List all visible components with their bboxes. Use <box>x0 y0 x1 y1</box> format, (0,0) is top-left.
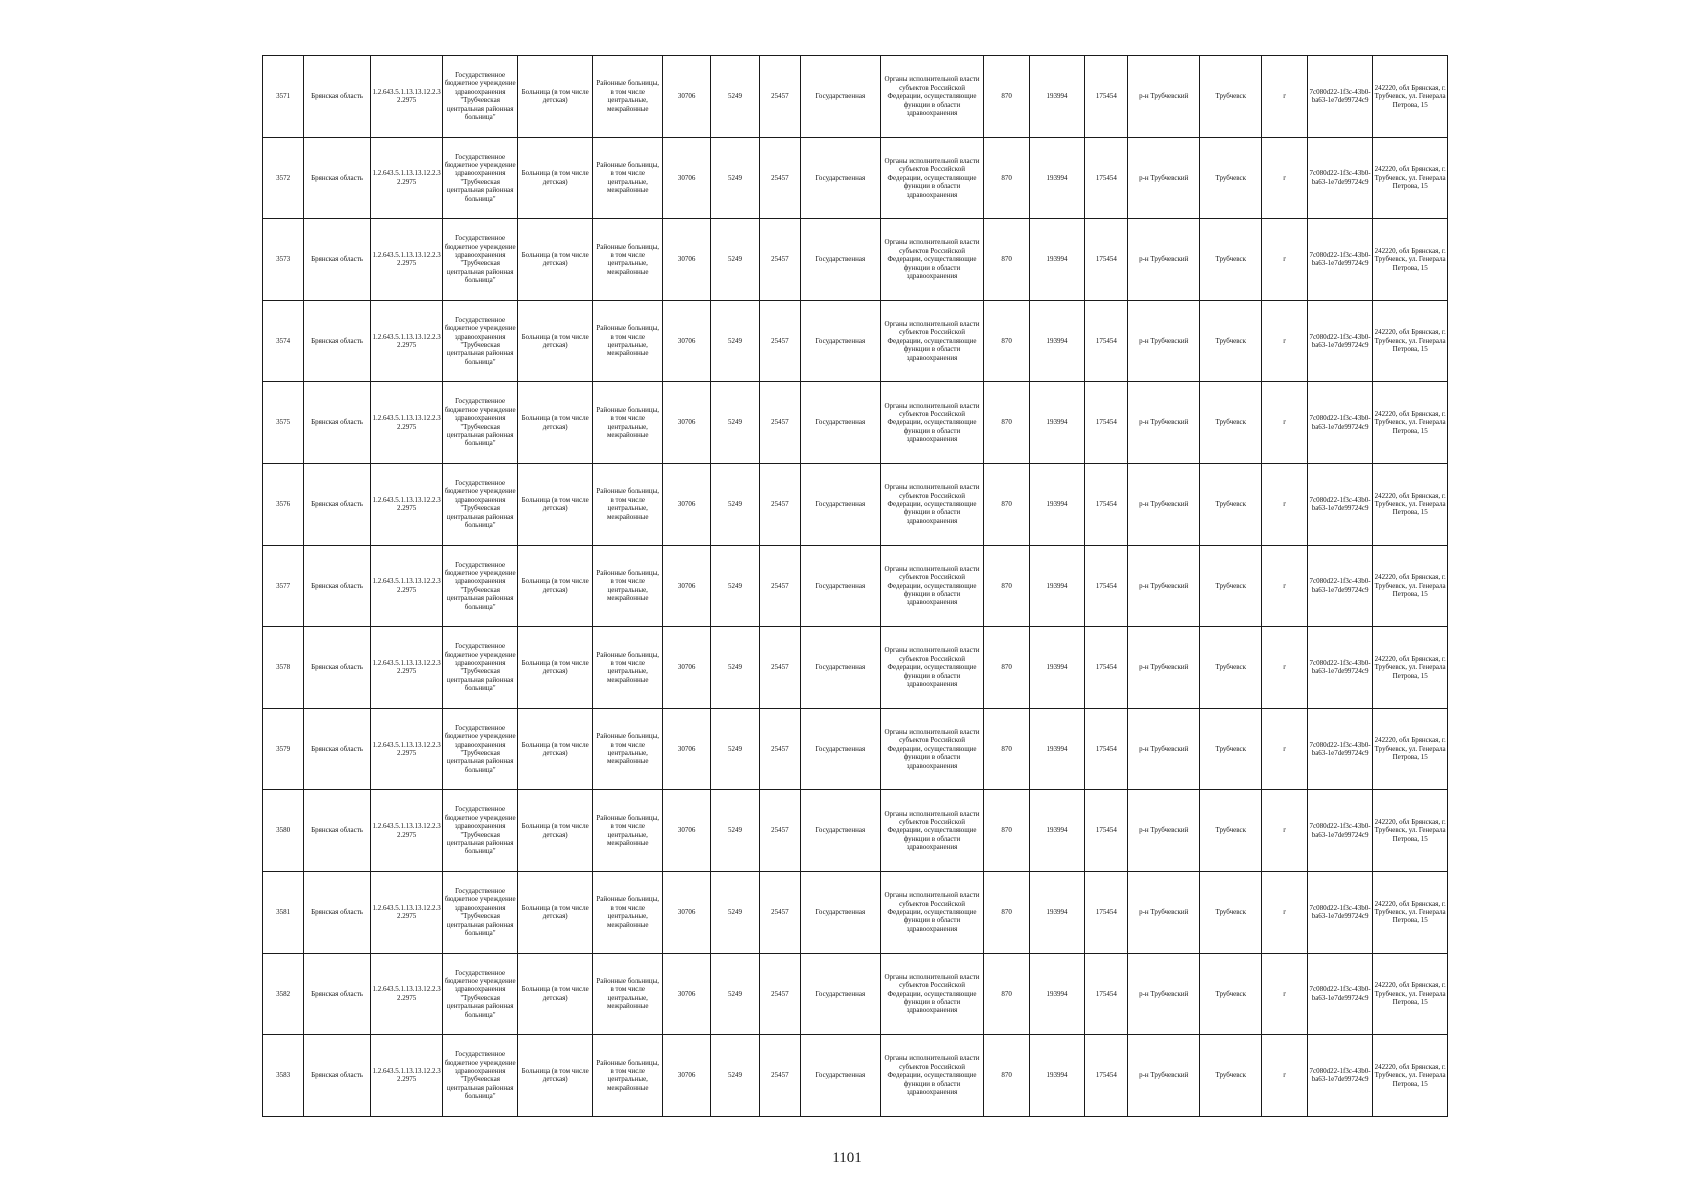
code-5-cell: 193994 <box>1029 56 1084 138</box>
region-cell: Брянская область <box>304 56 371 138</box>
settlement-kind-cell: г <box>1262 953 1307 1035</box>
district-cell: р-н Трубчевский <box>1128 219 1200 301</box>
code-1-cell: 30706 <box>663 300 711 382</box>
row-number: 3580 <box>263 790 304 872</box>
district-cell: р-н Трубчевский <box>1128 137 1200 219</box>
ownership-cell: Государственная <box>801 871 881 953</box>
table-row <box>263 382 1448 464</box>
organization-name-cell: Государственное бюджетное учреждение здравоохранения "Трубчевская центральная районная больница" <box>443 627 518 709</box>
ownership-cell: Государственная <box>801 382 881 464</box>
district-cell: р-н Трубчевский <box>1128 953 1200 1035</box>
row-number: 3583 <box>263 1035 304 1117</box>
ownership-cell: Государственная <box>801 953 881 1035</box>
row-number: 3573 <box>263 219 304 301</box>
district-cell: р-н Трубчевский <box>1128 871 1200 953</box>
settlement-kind-cell: г <box>1262 545 1307 627</box>
code-3-cell: 25457 <box>759 708 800 790</box>
code-4-cell: 870 <box>984 627 1029 709</box>
code-1-cell: 30706 <box>663 382 711 464</box>
ownership-cell: Государственная <box>801 56 881 138</box>
table-row <box>263 627 1448 709</box>
organization-name-cell: Государственное бюджетное учреждение здравоохранения "Трубчевская центральная районная больница" <box>443 953 518 1035</box>
code-3-cell: 25457 <box>759 871 800 953</box>
code-6-cell: 175454 <box>1085 708 1128 790</box>
settlement-kind-cell: г <box>1262 300 1307 382</box>
row-number: 3572 <box>263 137 304 219</box>
oid-code-cell: 1.2.643.5.1.13.13.12.2.32.2975 <box>370 871 443 953</box>
facility-type-cell: Больница (в том числе детская) <box>517 300 593 382</box>
code-5-cell: 193994 <box>1029 871 1084 953</box>
region-cell: Брянская область <box>304 953 371 1035</box>
row-number: 3575 <box>263 382 304 464</box>
code-4-cell: 870 <box>984 219 1029 301</box>
district-cell: р-н Трубчевский <box>1128 708 1200 790</box>
organization-name-cell: Государственное бюджетное учреждение здравоохранения "Трубчевская центральная районная больница" <box>443 1035 518 1117</box>
code-1-cell: 30706 <box>663 1035 711 1117</box>
organization-name-cell: Государственное бюджетное учреждение здравоохранения "Трубчевская центральная районная больница" <box>443 545 518 627</box>
code-3-cell: 25457 <box>759 463 800 545</box>
guid-cell: 7c080d22-1f3c-43b0-ba63-1e7de99724c9 <box>1307 545 1372 627</box>
facility-subtype-cell: Районные больницы, в том числе центральные, межрайонные <box>593 1035 663 1117</box>
code-2-cell: 5249 <box>711 708 759 790</box>
city-cell: Трубчевск <box>1200 137 1262 219</box>
guid-cell: 7c080d22-1f3c-43b0-ba63-1e7de99724c9 <box>1307 137 1372 219</box>
guid-cell: 7c080d22-1f3c-43b0-ba63-1e7de99724c9 <box>1307 627 1372 709</box>
address-cell: 242220, обл Брянская, г. Трубчевск, ул. Генерала Петрова, 15 <box>1373 708 1448 790</box>
facility-type-cell: Больница (в том числе детская) <box>517 871 593 953</box>
code-5-cell: 193994 <box>1029 382 1084 464</box>
guid-cell: 7c080d22-1f3c-43b0-ba63-1e7de99724c9 <box>1307 382 1372 464</box>
address-cell: 242220, обл Брянская, г. Трубчевск, ул. Генерала Петрова, 15 <box>1373 300 1448 382</box>
facility-type-cell: Больница (в том числе детская) <box>517 1035 593 1117</box>
table-row <box>263 463 1448 545</box>
oid-code-cell: 1.2.643.5.1.13.13.12.2.32.2975 <box>370 627 443 709</box>
city-cell: Трубчевск <box>1200 545 1262 627</box>
facility-type-cell: Больница (в том числе детская) <box>517 953 593 1035</box>
guid-cell: 7c080d22-1f3c-43b0-ba63-1e7de99724c9 <box>1307 300 1372 382</box>
address-cell: 242220, обл Брянская, г. Трубчевск, ул. Генерала Петрова, 15 <box>1373 56 1448 138</box>
table-row <box>263 56 1448 138</box>
code-6-cell: 175454 <box>1085 382 1128 464</box>
facility-type-cell: Больница (в том числе детская) <box>517 463 593 545</box>
row-number: 3577 <box>263 545 304 627</box>
code-6-cell: 175454 <box>1085 56 1128 138</box>
guid-cell: 7c080d22-1f3c-43b0-ba63-1e7de99724c9 <box>1307 1035 1372 1117</box>
code-5-cell: 193994 <box>1029 708 1084 790</box>
city-cell: Трубчевск <box>1200 463 1262 545</box>
code-2-cell: 5249 <box>711 790 759 872</box>
region-cell: Брянская область <box>304 871 371 953</box>
table-row <box>263 708 1448 790</box>
facility-subtype-cell: Районные больницы, в том числе центральные, межрайонные <box>593 708 663 790</box>
oid-code-cell: 1.2.643.5.1.13.13.12.2.32.2975 <box>370 300 443 382</box>
code-4-cell: 870 <box>984 545 1029 627</box>
organization-name-cell: Государственное бюджетное учреждение здравоохранения "Трубчевская центральная районная больница" <box>443 219 518 301</box>
code-5-cell: 193994 <box>1029 627 1084 709</box>
address-cell: 242220, обл Брянская, г. Трубчевск, ул. Генерала Петрова, 15 <box>1373 790 1448 872</box>
authority-cell: Органы исполнительной власти субъектов Российской Федерации, осуществляющие функции в области здравоохранения <box>880 219 984 301</box>
city-cell: Трубчевск <box>1200 871 1262 953</box>
code-4-cell: 870 <box>984 790 1029 872</box>
authority-cell: Органы исполнительной власти субъектов Российской Федерации, осуществляющие функции в области здравоохранения <box>880 137 984 219</box>
code-5-cell: 193994 <box>1029 1035 1084 1117</box>
authority-cell: Органы исполнительной власти субъектов Российской Федерации, осуществляющие функции в области здравоохранения <box>880 708 984 790</box>
facility-subtype-cell: Районные больницы, в том числе центральные, межрайонные <box>593 953 663 1035</box>
code-2-cell: 5249 <box>711 300 759 382</box>
address-cell: 242220, обл Брянская, г. Трубчевск, ул. Генерала Петрова, 15 <box>1373 545 1448 627</box>
organization-name-cell: Государственное бюджетное учреждение здравоохранения "Трубчевская центральная районная больница" <box>443 300 518 382</box>
row-number: 3578 <box>263 627 304 709</box>
address-cell: 242220, обл Брянская, г. Трубчевск, ул. Генерала Петрова, 15 <box>1373 137 1448 219</box>
district-cell: р-н Трубчевский <box>1128 56 1200 138</box>
address-cell: 242220, обл Брянская, г. Трубчевск, ул. Генерала Петрова, 15 <box>1373 219 1448 301</box>
city-cell: Трубчевск <box>1200 953 1262 1035</box>
code-4-cell: 870 <box>984 56 1029 138</box>
code-1-cell: 30706 <box>663 953 711 1035</box>
code-2-cell: 5249 <box>711 137 759 219</box>
ownership-cell: Государственная <box>801 1035 881 1117</box>
row-number: 3571 <box>263 56 304 138</box>
region-cell: Брянская область <box>304 708 371 790</box>
code-2-cell: 5249 <box>711 1035 759 1117</box>
code-4-cell: 870 <box>984 1035 1029 1117</box>
authority-cell: Органы исполнительной власти субъектов Российской Федерации, осуществляющие функции в области здравоохранения <box>880 1035 984 1117</box>
code-3-cell: 25457 <box>759 137 800 219</box>
facility-type-cell: Больница (в том числе детская) <box>517 382 593 464</box>
code-2-cell: 5249 <box>711 953 759 1035</box>
facility-subtype-cell: Районные больницы, в том числе центральные, межрайонные <box>593 545 663 627</box>
region-cell: Брянская область <box>304 545 371 627</box>
facility-type-cell: Больница (в том числе детская) <box>517 545 593 627</box>
settlement-kind-cell: г <box>1262 627 1307 709</box>
facility-subtype-cell: Районные больницы, в том числе центральные, межрайонные <box>593 56 663 138</box>
address-cell: 242220, обл Брянская, г. Трубчевск, ул. Генерала Петрова, 15 <box>1373 1035 1448 1117</box>
district-cell: р-н Трубчевский <box>1128 463 1200 545</box>
district-cell: р-н Трубчевский <box>1128 1035 1200 1117</box>
code-4-cell: 870 <box>984 463 1029 545</box>
table-row <box>263 953 1448 1035</box>
region-cell: Брянская область <box>304 1035 371 1117</box>
address-cell: 242220, обл Брянская, г. Трубчевск, ул. Генерала Петрова, 15 <box>1373 953 1448 1035</box>
facility-subtype-cell: Районные больницы, в том числе центральные, межрайонные <box>593 137 663 219</box>
region-cell: Брянская область <box>304 627 371 709</box>
organization-name-cell: Государственное бюджетное учреждение здравоохранения "Трубчевская центральная районная больница" <box>443 790 518 872</box>
code-1-cell: 30706 <box>663 708 711 790</box>
row-number: 3582 <box>263 953 304 1035</box>
code-6-cell: 175454 <box>1085 463 1128 545</box>
ownership-cell: Государственная <box>801 545 881 627</box>
row-number: 3581 <box>263 871 304 953</box>
district-cell: р-н Трубчевский <box>1128 382 1200 464</box>
code-1-cell: 30706 <box>663 871 711 953</box>
region-cell: Брянская область <box>304 790 371 872</box>
authority-cell: Органы исполнительной власти субъектов Российской Федерации, осуществляющие функции в области здравоохранения <box>880 300 984 382</box>
code-4-cell: 870 <box>984 953 1029 1035</box>
code-1-cell: 30706 <box>663 137 711 219</box>
facility-type-cell: Больница (в том числе детская) <box>517 219 593 301</box>
code-5-cell: 193994 <box>1029 300 1084 382</box>
settlement-kind-cell: г <box>1262 382 1307 464</box>
code-5-cell: 193994 <box>1029 463 1084 545</box>
organization-name-cell: Государственное бюджетное учреждение здравоохранения "Трубчевская центральная районная больница" <box>443 382 518 464</box>
code-6-cell: 175454 <box>1085 137 1128 219</box>
code-2-cell: 5249 <box>711 545 759 627</box>
code-4-cell: 870 <box>984 300 1029 382</box>
table-row <box>263 1035 1448 1117</box>
facility-subtype-cell: Районные больницы, в том числе центральные, межрайонные <box>593 871 663 953</box>
code-2-cell: 5249 <box>711 219 759 301</box>
code-3-cell: 25457 <box>759 627 800 709</box>
facility-subtype-cell: Районные больницы, в том числе центральные, межрайонные <box>593 300 663 382</box>
authority-cell: Органы исполнительной власти субъектов Российской Федерации, осуществляющие функции в области здравоохранения <box>880 871 984 953</box>
code-2-cell: 5249 <box>711 382 759 464</box>
code-6-cell: 175454 <box>1085 545 1128 627</box>
settlement-kind-cell: г <box>1262 790 1307 872</box>
city-cell: Трубчевск <box>1200 56 1262 138</box>
code-6-cell: 175454 <box>1085 219 1128 301</box>
row-number: 3579 <box>263 708 304 790</box>
code-1-cell: 30706 <box>663 56 711 138</box>
oid-code-cell: 1.2.643.5.1.13.13.12.2.32.2975 <box>370 953 443 1035</box>
authority-cell: Органы исполнительной власти субъектов Российской Федерации, осуществляющие функции в области здравоохранения <box>880 382 984 464</box>
code-3-cell: 25457 <box>759 300 800 382</box>
code-1-cell: 30706 <box>663 790 711 872</box>
guid-cell: 7c080d22-1f3c-43b0-ba63-1e7de99724c9 <box>1307 708 1372 790</box>
code-6-cell: 175454 <box>1085 627 1128 709</box>
guid-cell: 7c080d22-1f3c-43b0-ba63-1e7de99724c9 <box>1307 953 1372 1035</box>
address-cell: 242220, обл Брянская, г. Трубчевск, ул. Генерала Петрова, 15 <box>1373 627 1448 709</box>
organization-name-cell: Государственное бюджетное учреждение здравоохранения "Трубчевская центральная районная больница" <box>443 708 518 790</box>
oid-code-cell: 1.2.643.5.1.13.13.12.2.32.2975 <box>370 1035 443 1117</box>
oid-code-cell: 1.2.643.5.1.13.13.12.2.32.2975 <box>370 382 443 464</box>
city-cell: Трубчевск <box>1200 1035 1262 1117</box>
guid-cell: 7c080d22-1f3c-43b0-ba63-1e7de99724c9 <box>1307 871 1372 953</box>
district-cell: р-н Трубчевский <box>1128 545 1200 627</box>
ownership-cell: Государственная <box>801 627 881 709</box>
code-3-cell: 25457 <box>759 953 800 1035</box>
code-2-cell: 5249 <box>711 871 759 953</box>
oid-code-cell: 1.2.643.5.1.13.13.12.2.32.2975 <box>370 137 443 219</box>
code-5-cell: 193994 <box>1029 137 1084 219</box>
settlement-kind-cell: г <box>1262 56 1307 138</box>
authority-cell: Органы исполнительной власти субъектов Российской Федерации, осуществляющие функции в области здравоохранения <box>880 790 984 872</box>
organization-name-cell: Государственное бюджетное учреждение здравоохранения "Трубчевская центральная районная больница" <box>443 137 518 219</box>
ownership-cell: Государственная <box>801 300 881 382</box>
code-5-cell: 193994 <box>1029 545 1084 627</box>
code-3-cell: 25457 <box>759 1035 800 1117</box>
table-row <box>263 790 1448 872</box>
row-number: 3576 <box>263 463 304 545</box>
table-row <box>263 219 1448 301</box>
facility-type-cell: Больница (в том числе детская) <box>517 790 593 872</box>
address-cell: 242220, обл Брянская, г. Трубчевск, ул. Генерала Петрова, 15 <box>1373 382 1448 464</box>
code-2-cell: 5249 <box>711 56 759 138</box>
page-number: 1101 <box>832 1150 862 1166</box>
oid-code-cell: 1.2.643.5.1.13.13.12.2.32.2975 <box>370 708 443 790</box>
code-6-cell: 175454 <box>1085 871 1128 953</box>
authority-cell: Органы исполнительной власти субъектов Российской Федерации, осуществляющие функции в области здравоохранения <box>880 463 984 545</box>
guid-cell: 7c080d22-1f3c-43b0-ba63-1e7de99724c9 <box>1307 790 1372 872</box>
city-cell: Трубчевск <box>1200 627 1262 709</box>
organization-name-cell: Государственное бюджетное учреждение здравоохранения "Трубчевская центральная районная больница" <box>443 56 518 138</box>
settlement-kind-cell: г <box>1262 463 1307 545</box>
ownership-cell: Государственная <box>801 137 881 219</box>
facility-type-cell: Больница (в том числе детская) <box>517 137 593 219</box>
facility-subtype-cell: Районные больницы, в том числе центральные, межрайонные <box>593 463 663 545</box>
table-body <box>263 56 1448 1117</box>
facility-subtype-cell: Районные больницы, в том числе центральные, межрайонные <box>593 627 663 709</box>
region-cell: Брянская область <box>304 137 371 219</box>
authority-cell: Органы исполнительной власти субъектов Российской Федерации, осуществляющие функции в области здравоохранения <box>880 627 984 709</box>
code-1-cell: 30706 <box>663 627 711 709</box>
code-4-cell: 870 <box>984 708 1029 790</box>
organization-name-cell: Государственное бюджетное учреждение здравоохранения "Трубчевская центральная районная больница" <box>443 871 518 953</box>
settlement-kind-cell: г <box>1262 708 1307 790</box>
settlement-kind-cell: г <box>1262 137 1307 219</box>
authority-cell: Органы исполнительной власти субъектов Российской Федерации, осуществляющие функции в области здравоохранения <box>880 56 984 138</box>
region-cell: Брянская область <box>304 463 371 545</box>
code-6-cell: 175454 <box>1085 790 1128 872</box>
facility-subtype-cell: Районные больницы, в том числе центральные, межрайонные <box>593 219 663 301</box>
ownership-cell: Государственная <box>801 790 881 872</box>
guid-cell: 7c080d22-1f3c-43b0-ba63-1e7de99724c9 <box>1307 219 1372 301</box>
table-row <box>263 871 1448 953</box>
code-1-cell: 30706 <box>663 219 711 301</box>
facility-subtype-cell: Районные больницы, в том числе центральные, межрайонные <box>593 790 663 872</box>
code-6-cell: 175454 <box>1085 300 1128 382</box>
code-3-cell: 25457 <box>759 219 800 301</box>
code-1-cell: 30706 <box>663 463 711 545</box>
code-6-cell: 175454 <box>1085 1035 1128 1117</box>
table-row <box>263 545 1448 627</box>
code-3-cell: 25457 <box>759 382 800 464</box>
city-cell: Трубчевск <box>1200 790 1262 872</box>
code-5-cell: 193994 <box>1029 790 1084 872</box>
ownership-cell: Государственная <box>801 219 881 301</box>
city-cell: Трубчевск <box>1200 219 1262 301</box>
code-3-cell: 25457 <box>759 545 800 627</box>
address-cell: 242220, обл Брянская, г. Трубчевск, ул. Генерала Петрова, 15 <box>1373 871 1448 953</box>
district-cell: р-н Трубчевский <box>1128 300 1200 382</box>
code-2-cell: 5249 <box>711 463 759 545</box>
region-cell: Брянская область <box>304 300 371 382</box>
code-5-cell: 193994 <box>1029 953 1084 1035</box>
code-3-cell: 25457 <box>759 790 800 872</box>
organization-name-cell: Государственное бюджетное учреждение здравоохранения "Трубчевская центральная районная больница" <box>443 463 518 545</box>
code-3-cell: 25457 <box>759 56 800 138</box>
code-6-cell: 175454 <box>1085 953 1128 1035</box>
facility-subtype-cell: Районные больницы, в том числе центральные, межрайонные <box>593 382 663 464</box>
facility-type-cell: Больница (в том числе детская) <box>517 708 593 790</box>
settlement-kind-cell: г <box>1262 871 1307 953</box>
ownership-cell: Государственная <box>801 708 881 790</box>
code-1-cell: 30706 <box>663 545 711 627</box>
oid-code-cell: 1.2.643.5.1.13.13.12.2.32.2975 <box>370 463 443 545</box>
oid-code-cell: 1.2.643.5.1.13.13.12.2.32.2975 <box>370 219 443 301</box>
code-5-cell: 193994 <box>1029 219 1084 301</box>
code-4-cell: 870 <box>984 871 1029 953</box>
region-cell: Брянская область <box>304 382 371 464</box>
facility-type-cell: Больница (в том числе детская) <box>517 627 593 709</box>
oid-code-cell: 1.2.643.5.1.13.13.12.2.32.2975 <box>370 545 443 627</box>
guid-cell: 7c080d22-1f3c-43b0-ba63-1e7de99724c9 <box>1307 463 1372 545</box>
guid-cell: 7c080d22-1f3c-43b0-ba63-1e7de99724c9 <box>1307 56 1372 138</box>
city-cell: Трубчевск <box>1200 708 1262 790</box>
table-row <box>263 137 1448 219</box>
region-cell: Брянская область <box>304 219 371 301</box>
registry-table <box>262 55 1448 1117</box>
row-number: 3574 <box>263 300 304 382</box>
code-2-cell: 5249 <box>711 627 759 709</box>
settlement-kind-cell: г <box>1262 219 1307 301</box>
district-cell: р-н Трубчевский <box>1128 627 1200 709</box>
district-cell: р-н Трубчевский <box>1128 790 1200 872</box>
address-cell: 242220, обл Брянская, г. Трубчевск, ул. Генерала Петрова, 15 <box>1373 463 1448 545</box>
oid-code-cell: 1.2.643.5.1.13.13.12.2.32.2975 <box>370 56 443 138</box>
authority-cell: Органы исполнительной власти субъектов Российской Федерации, осуществляющие функции в области здравоохранения <box>880 545 984 627</box>
table-row <box>263 300 1448 382</box>
settlement-kind-cell: г <box>1262 1035 1307 1117</box>
facility-type-cell: Больница (в том числе детская) <box>517 56 593 138</box>
city-cell: Трубчевск <box>1200 300 1262 382</box>
code-4-cell: 870 <box>984 137 1029 219</box>
ownership-cell: Государственная <box>801 463 881 545</box>
code-4-cell: 870 <box>984 382 1029 464</box>
authority-cell: Органы исполнительной власти субъектов Российской Федерации, осуществляющие функции в области здравоохранения <box>880 953 984 1035</box>
city-cell: Трубчевск <box>1200 382 1262 464</box>
oid-code-cell: 1.2.643.5.1.13.13.12.2.32.2975 <box>370 790 443 872</box>
